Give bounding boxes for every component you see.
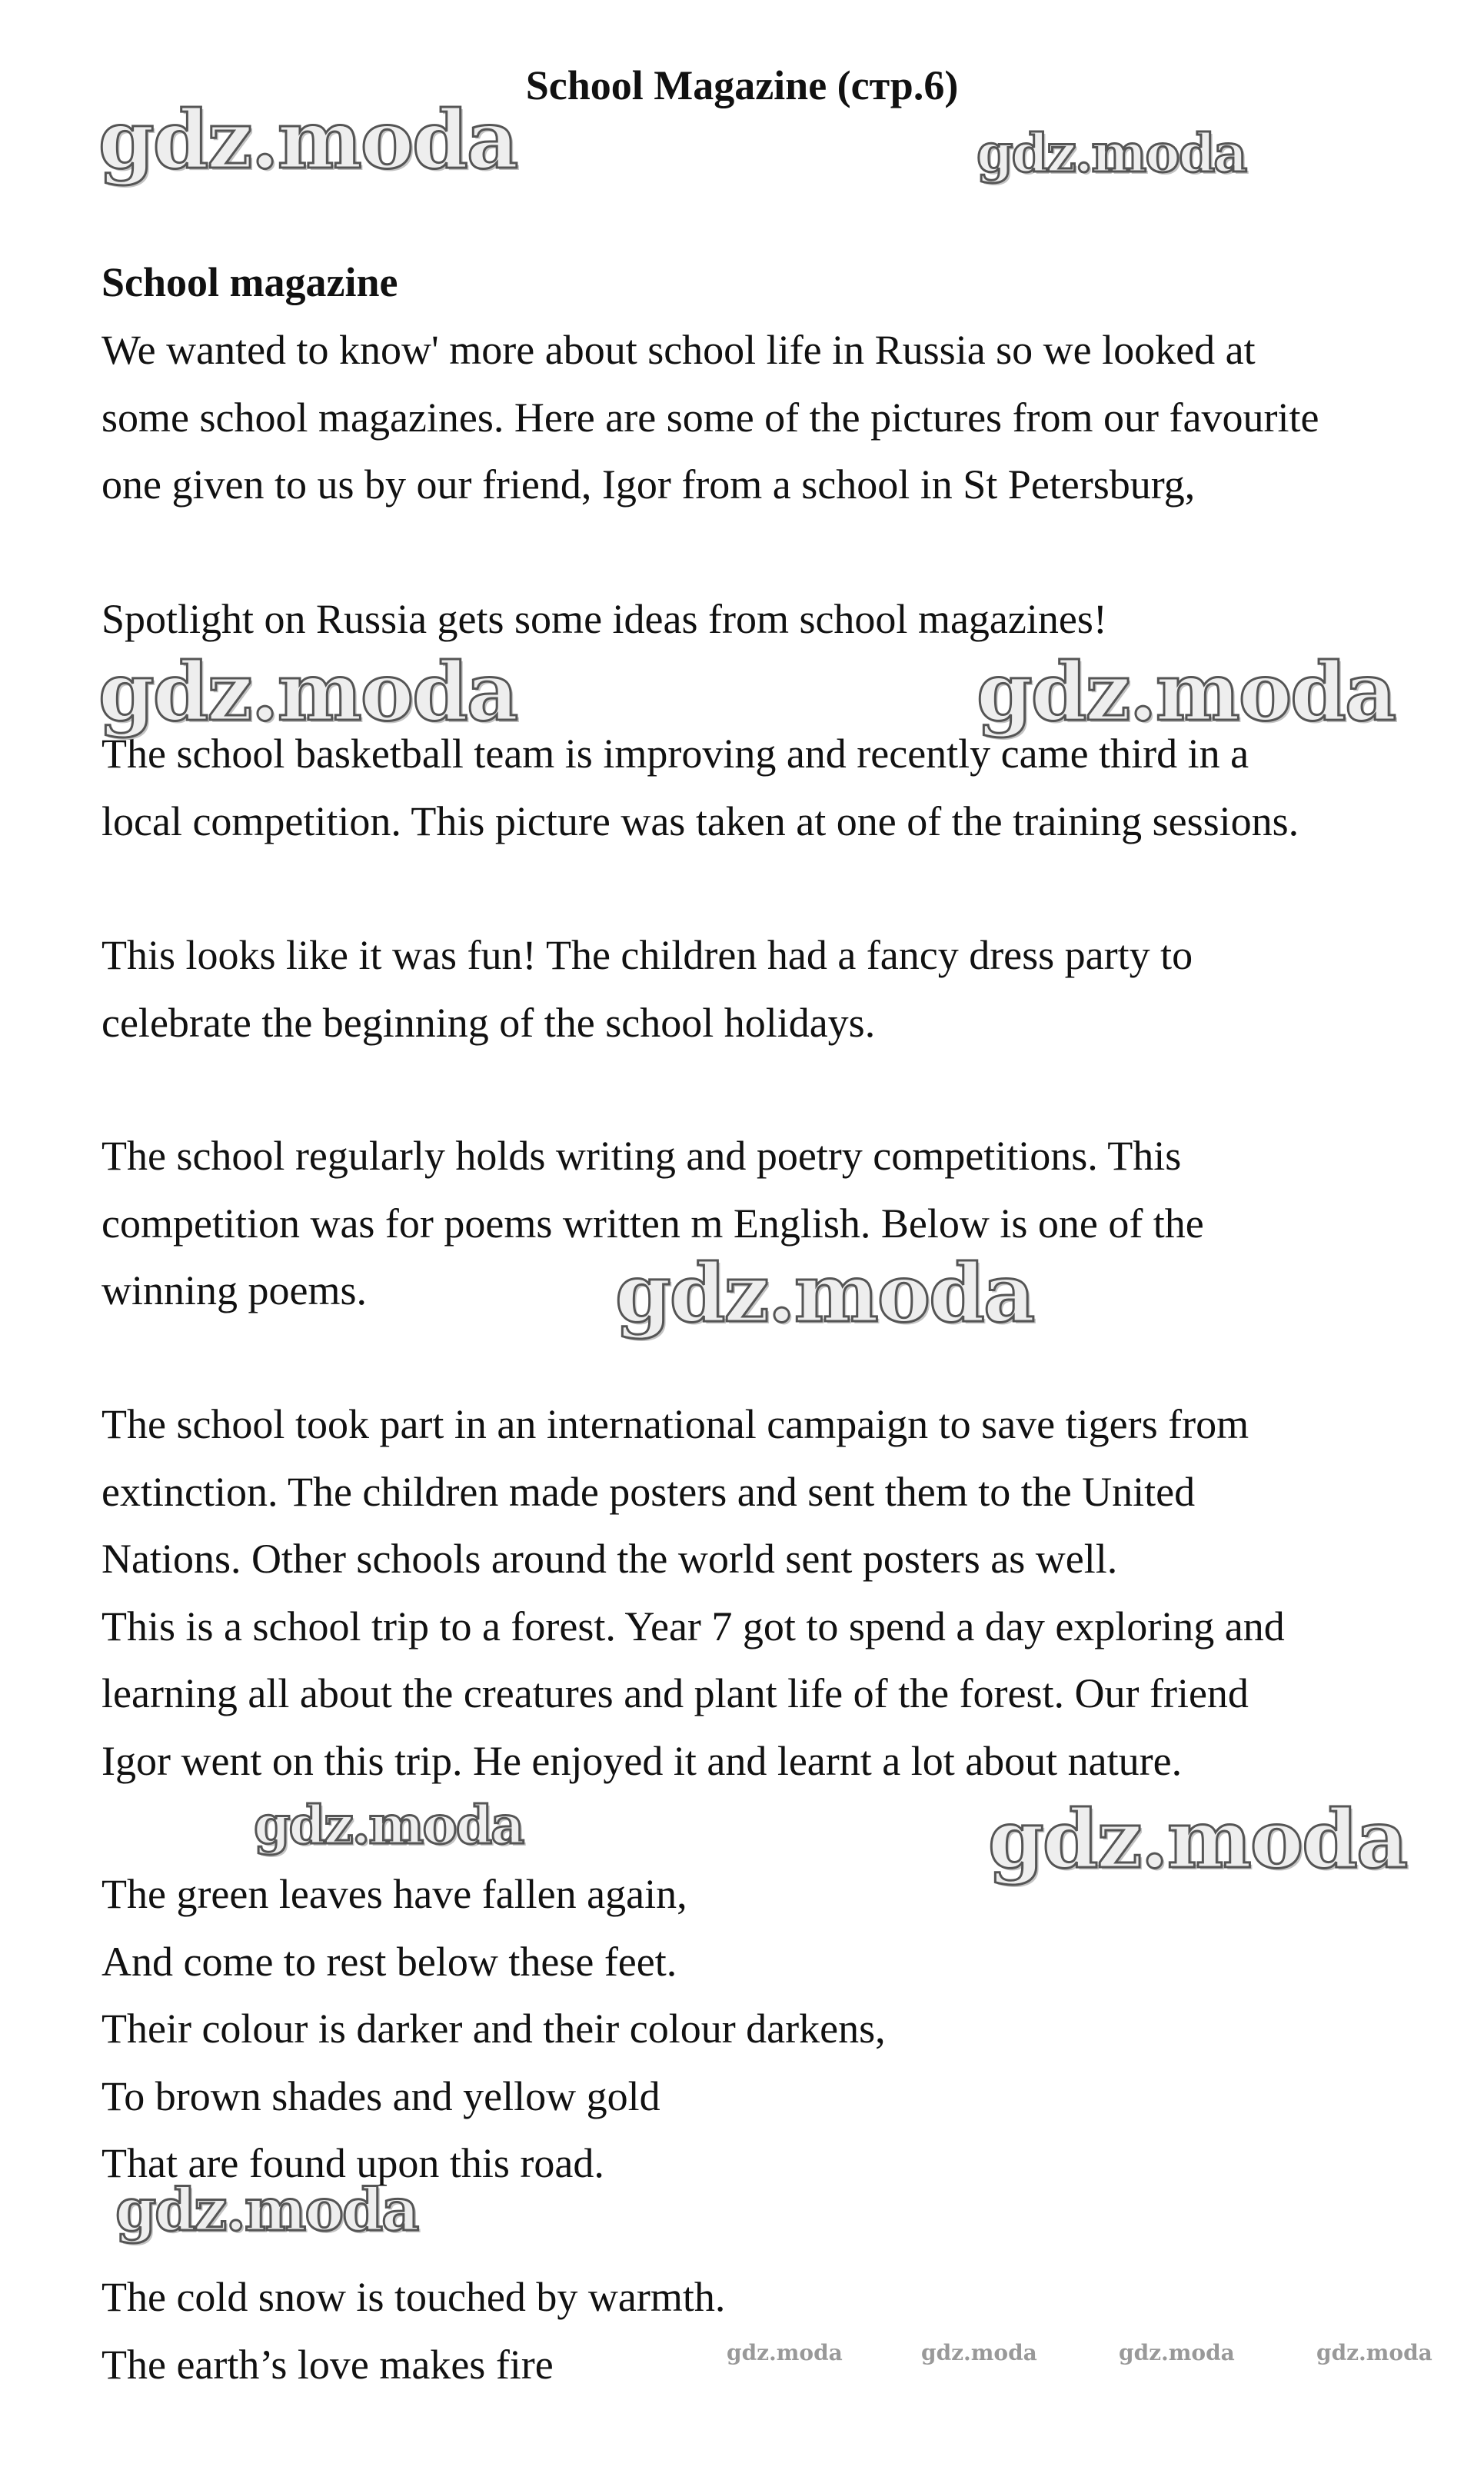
watermark: gdz.moda [988,1792,1407,1886]
watermark: gdz.moda [615,1246,1034,1340]
article-heading: School magazine [101,259,398,305]
poem-line: That are found upon this road. [101,2140,604,2186]
text-line: celebrate the beginning of the school holidays. [101,999,876,1046]
text-line: Spotlight on Russia gets some ideas from school magazines! [101,596,1107,642]
text-line: Igor went on this trip. He enjoyed it and learnt a lot about nature. [101,1737,1183,1784]
text-line: winning poems. [101,1267,367,1313]
watermark: gdz.moda [977,644,1396,739]
text-line: Nations. Other schools around the world sent posters as well. [101,1536,1118,1582]
party-paragraph [101,922,1409,1057]
intro-paragraph [101,317,1409,519]
poem-line: The cold snow is touched by warmth. [101,2274,726,2320]
text-line: The school regularly holds writing and poetry competitions. This [101,1133,1182,1179]
text-line: learning all about the creatures and plant life of the forest. Our friend [101,1670,1249,1716]
text-line: extinction. The children made posters and sent them to the United [101,1468,1196,1515]
poem-line: Their colour is darker and their colour darkens, [101,2006,886,2052]
poem-stanza-1 [101,1861,1409,2198]
text-line: This looks like it was fun! The children had a fancy dress party to [101,932,1193,978]
watermark: gdz.moda [921,2340,1037,2365]
watermark: gdz.moda [254,1795,524,1856]
tigers-trip-paragraph [101,1391,1409,1795]
text-line: some school magazines. Here are some of the pictures from our favourite [101,394,1319,441]
text-line: This is a school trip to a forest. Year 7 got to spend a day exploring and [101,1603,1285,1649]
poem-line: The earth’s love makes fire [101,2341,554,2388]
poem-line: The green leaves have fallen again, [101,1871,687,1917]
spotlight-paragraph [101,586,1409,654]
watermark: gdz.moda [98,644,517,739]
page-title: School Magazine (стр.6) [525,62,959,108]
poem-line: To brown shades and yellow gold [101,2072,660,2119]
text-line: The school took part in an international campaign to save tigers from [101,1401,1249,1447]
text-line: local competition. This picture was taken at one of the training sessions. [101,797,1299,844]
basketball-paragraph [101,721,1409,855]
text-line: competition was for poems written m English. Below is one of the [101,1200,1204,1247]
poem-line: And come to rest below these feet. [101,1938,677,1985]
watermark: gdz.moda [727,2340,843,2365]
watermark: gdz.moda [1316,2340,1432,2365]
text-line: one given to us by our friend, Igor from a school in St Petersburg, [101,461,1196,508]
poem-stanza-2 [101,2264,1409,2398]
text-line: We wanted to know' more about school life in Russia so we looked at [101,327,1256,373]
watermark: gdz.moda [115,2175,418,2244]
watermark: gdz.moda [98,92,517,187]
watermark: gdz.moda [977,123,1246,185]
watermark: gdz.moda [1119,2340,1235,2365]
text-line: The school basketball team is improving and recently came third in a [101,731,1249,777]
